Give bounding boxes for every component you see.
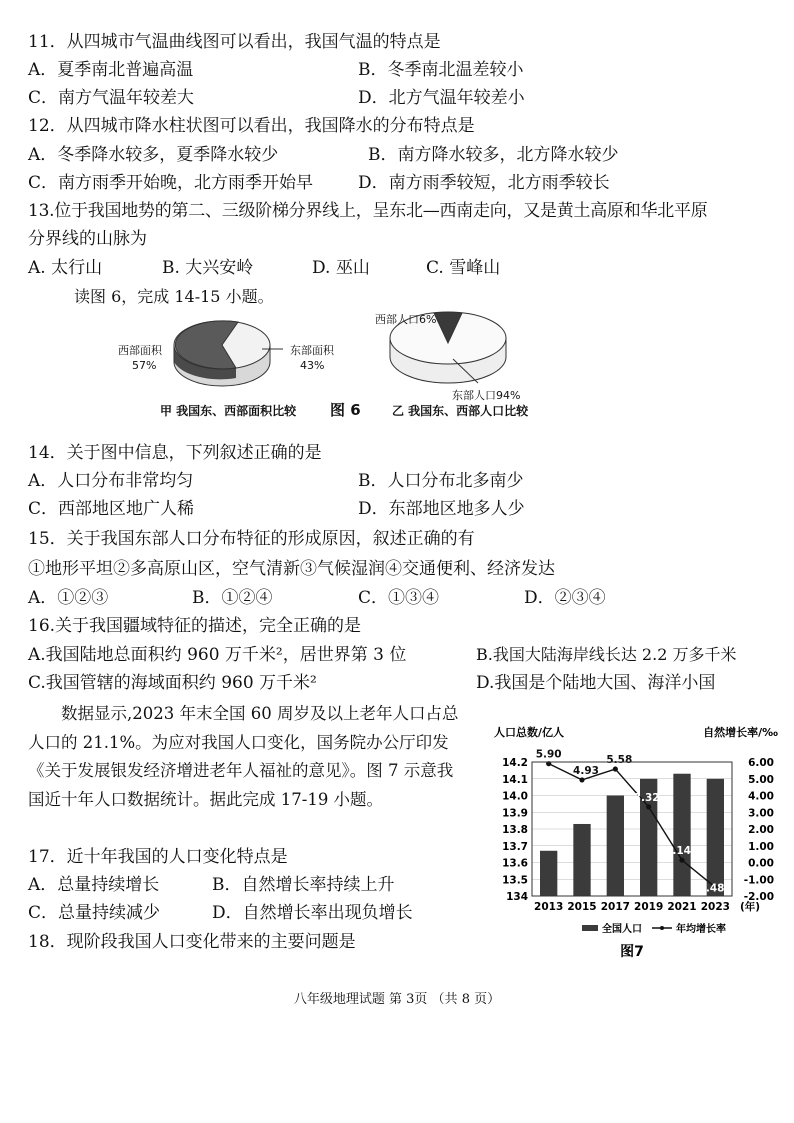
- chart-right-tick-label: -2.00: [743, 891, 774, 903]
- q17-stem: 17．近十年我国的人口变化特点是: [28, 847, 288, 867]
- chart-left-tick-label: 14.1: [502, 773, 528, 786]
- page-footer: 八年级地理试题 第 3页 （共 8 页）: [293, 992, 501, 1007]
- q13-stem-line2: 分界线的山脉为: [28, 229, 147, 249]
- chart-left-tick-label: 13.8: [502, 824, 528, 836]
- q13-option-c: C. 雪峰山: [426, 258, 501, 278]
- figure-6: [0, 305, 794, 430]
- chart-x-tick-label: 2019: [634, 901, 664, 913]
- fig6-number: 图 6: [330, 401, 361, 419]
- chart-line: [536, 749, 725, 895]
- chart-right-tick-label: -1.00: [743, 874, 774, 887]
- chart-right-axis-label: 自然增长率/‰: [703, 726, 778, 739]
- chart-left-tick-label: 14.0: [502, 790, 528, 803]
- chart-title: 图7: [620, 944, 644, 960]
- area-east-label: 东部面积: [290, 344, 334, 357]
- passage: 数据显示,2023 年末全国 60 周岁及以上老年人口占总人口的 21.1%。为应对我国人口变化，国务院办公厅印发《关于发展银发经济增进老年人福祉的意见》。图 7 示意我国近十年人口数据统计。据此完成 17-19 小题。: [28, 704, 459, 809]
- chart-right-tick-label: 6.00: [748, 757, 774, 769]
- area-west-value: 57%: [132, 359, 157, 372]
- chart-legend: [582, 922, 726, 960]
- q13-option-b: B. 大兴安岭: [162, 258, 254, 278]
- chart-bar-2021: [673, 774, 690, 896]
- q17-option-d: D．自然增长率出现负增长: [212, 903, 413, 923]
- q14-option-c: C．西部地区地广人稀: [28, 499, 195, 519]
- q15-stem: 15．关于我国东部人口分布特征的形成原因，叙述正确的有: [28, 529, 475, 549]
- q11-stem: 11．从四城市气温曲线图可以看出，我国气温的特点是: [28, 32, 441, 52]
- q17-option-b: B．自然增长率持续上升: [212, 875, 395, 895]
- q16-option-c: C.我国管辖的海域面积约 960 万千米²: [28, 673, 317, 693]
- chart-right-tick-label: 5.00: [748, 773, 774, 786]
- chart-x-tick-label: 2023: [700, 901, 730, 913]
- q11-option-a: A．夏季南北普遍高温: [28, 60, 194, 80]
- chart-line-value-label: 0.14: [665, 845, 691, 858]
- q12-option-b: B．南方降水较多，北方降水较少: [368, 145, 619, 165]
- q16-option-a: A.我国陆地总面积约 960 万千米²，居世界第 3 位: [28, 645, 407, 665]
- q14-option-b: B．人口分布北多南少: [358, 471, 524, 491]
- chart-right-tick-label: 3.00: [748, 807, 774, 820]
- fig6-left-caption: 甲 我国东、西部面积比较: [160, 404, 297, 418]
- q15-items: ①地形平坦②多高原山区，空气清新③气候湿润④交通便利、经济发达: [28, 559, 555, 579]
- area-west-label: 西部面积: [118, 344, 162, 357]
- population-west-label: 西部人口6%: [375, 313, 437, 326]
- chart-bar-2023: [707, 779, 724, 896]
- q16-stem: 16.关于我国疆域特征的描述，完全正确的是: [28, 616, 362, 636]
- fig6-intro: 读图 6，完成 14-15 小题。: [74, 287, 274, 306]
- chart-left-tick-label: 14.2: [502, 757, 528, 769]
- chart-left-tick-label: 13.9: [502, 807, 528, 820]
- q15-option-b: B．①②④: [192, 588, 273, 608]
- q11-option-c: C．南方气温年较差大: [28, 88, 195, 108]
- q15-option-d: D．②③④: [524, 588, 606, 608]
- legend-line-label: 年均增长率: [676, 924, 726, 935]
- chart-left-tick-label: 13.5: [502, 874, 528, 887]
- area-pie: [174, 321, 283, 386]
- q17-option-c: C．总量持续减少: [28, 903, 161, 923]
- chart-x-unit-label: (年): [740, 901, 761, 913]
- chart-left-tick-label: 13.6: [502, 857, 528, 870]
- chart-line-value-label: 5.58: [606, 754, 633, 767]
- q15-option-a: A．①②③: [28, 588, 109, 608]
- legend-bar-label: 全国人口: [602, 924, 642, 935]
- chart-x-tick-label: 2015: [567, 901, 597, 913]
- chart-left-tick-label: 134: [506, 891, 528, 903]
- q18-stem: 18．现阶段我国人口变化带来的主要问题是: [28, 932, 356, 952]
- chart-x-tick-label: 2021: [667, 901, 697, 913]
- q12-option-c: C．南方雨季开始晚，北方雨季开始早: [28, 173, 314, 193]
- chart-bar-2015: [573, 824, 590, 896]
- q16-option-b: B.我国大陆海岸线长达 2.2 万多千米: [476, 645, 737, 664]
- chart-line-point: [579, 777, 584, 782]
- population-east-label: 东部人口94%: [452, 389, 521, 402]
- q17-option-a: A．总量持续增长: [28, 875, 160, 895]
- q12-option-d: D．南方雨季较短，北方雨季较长: [358, 173, 610, 193]
- q13-option-a: A. 太行山: [28, 258, 103, 278]
- q13-option-d: D. 巫山: [312, 258, 370, 278]
- area-east-value: 43%: [300, 359, 325, 372]
- chart-line-value-label: 4.93: [573, 764, 599, 777]
- chart-left-tick-label: 13.7: [502, 840, 528, 853]
- chart-left-axis-label: 人口总数/亿人: [494, 726, 565, 739]
- q15-option-c: C．①③④: [358, 588, 440, 608]
- q13-stem-line1: 13.位于我国地势的第二、三级阶梯分界线上，呈东北—西南走向，又是黄土高原和华北平原: [28, 201, 708, 221]
- q12-stem: 12．从四城市降水柱状图可以看出，我国降水的分布特点是: [28, 116, 475, 136]
- q14-option-a: A．人口分布非常均匀: [28, 471, 194, 491]
- q14-option-d: D．东部地区地多人少: [358, 499, 525, 519]
- chart-bar-2017: [607, 796, 624, 897]
- chart-right-tick-label: 1.00: [748, 840, 774, 853]
- chart-right-tick-label: 2.00: [748, 824, 774, 836]
- q11-option-b: B．冬季南北温差较小: [358, 60, 524, 80]
- chart-right-tick-label: 0.00: [748, 857, 774, 870]
- legend-bar-swatch: [582, 925, 598, 931]
- fig6-right-caption: 乙 我国东、西部人口比较: [392, 404, 529, 418]
- chart-line-value-label: -1.48: [694, 882, 725, 895]
- q16-option-d: D.我国是个陆地大国、海洋小国: [476, 673, 716, 693]
- chart-line-point: [679, 858, 684, 863]
- q11-option-d: D．北方气温年较差小: [358, 88, 525, 108]
- chart-bars: [540, 774, 724, 896]
- chart-right-tick-label: 4.00: [748, 790, 774, 803]
- chart-x-tick-label: 2017: [600, 901, 630, 913]
- chart-line-point: [613, 766, 618, 771]
- q14-stem: 14．关于图中信息，下列叙述正确的是: [28, 443, 322, 463]
- chart-line-value-label: 3.32: [633, 791, 660, 804]
- figure-7-chart: [482, 720, 782, 970]
- legend-line-marker: [660, 926, 664, 930]
- chart-line-value-label: 5.90: [535, 748, 562, 761]
- chart-bar-2013: [540, 851, 557, 896]
- chart-line-point: [646, 804, 651, 809]
- chart-x-tick-label: 2013: [534, 901, 564, 913]
- q12-option-a: A．冬季降水较多，夏季降水较少: [28, 145, 279, 165]
